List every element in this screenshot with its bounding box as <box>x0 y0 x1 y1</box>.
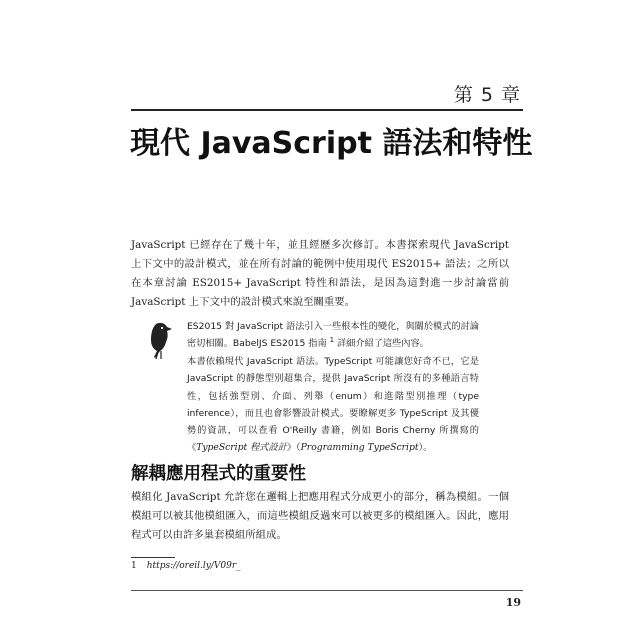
footnote-rule <box>131 557 175 558</box>
footnote-link[interactable]: https://oreil.ly/V09r_ <box>146 561 241 571</box>
chapter-title: 現代 JavaScript 語法和特性 <box>130 126 533 161</box>
intro-paragraph: JavaScript 已經存在了幾十年，並且經歷多次修訂。本書探索現代 JavaScript 上下文中的設計模式，並在所有討論的範例中使用現代 ES2015+ 語法；之所以在本章討論 ES2015+ JavaScript 特性和語法，是因為這對進一步討論當前 JavaScript 上下文中的設計模式來說至關重要。 <box>131 239 509 308</box>
note-paragraph-1 <box>187 318 479 353</box>
note-paragraph-1-text-b: 詳細介紹了這些內容。 <box>334 338 429 350</box>
note-paragraph-2-text-c: ）。 <box>418 442 433 454</box>
note-paragraph-1-text-a: ES2015 對 JavaScript 語法引入一些根本性的變化，與關於模式的討論密切相關。BabelJS ES2015 指南 <box>187 321 479 350</box>
chapter-label: 第 5 章 <box>453 84 521 106</box>
page-footer-rule <box>131 590 523 591</box>
footnote-number: 1 <box>131 561 137 571</box>
chapter-rule <box>131 109 523 111</box>
note-paragraph-2-text-b: 》（ <box>286 442 301 454</box>
footnote <box>131 561 241 571</box>
note-paragraph-2-text-a: 本書依賴現代 JavaScript 語法。TypeScript 可能讓您好奇不已，它是 JavaScript 的靜態型別超集合，提供 JavaScript 所沒有的多種語言特性，包括強型別、介面、列舉（enum）和進階型別推理（type inference），而且也會影響設計模式。要瞭解更多 TypeScript 及其優勢的資訊，可以查看 O'Reilly 書籍，例如 Boris Cherny 所撰寫的《 <box>187 356 479 454</box>
book-title-zh: TypeScript 程式設計 <box>196 442 287 454</box>
book-title-en: Programming TypeScript <box>300 442 419 454</box>
note-paragraph-2 <box>187 353 479 457</box>
section-paragraph: 模組化 JavaScript 允許您在邏輯上把應用程式分成更小的部分，稱為模組。一個模組可以被其他模組匯入，而這些模組反過來可以被更多的模組匯入。因此，應用程式可以由許多巢套模組所組成。 <box>131 491 509 541</box>
page-number: 19 <box>505 596 521 609</box>
footnote-reference[interactable]: 1 <box>329 336 335 345</box>
raven-icon <box>146 320 176 360</box>
section-heading: 解耦應用程式的重要性 <box>131 464 306 484</box>
